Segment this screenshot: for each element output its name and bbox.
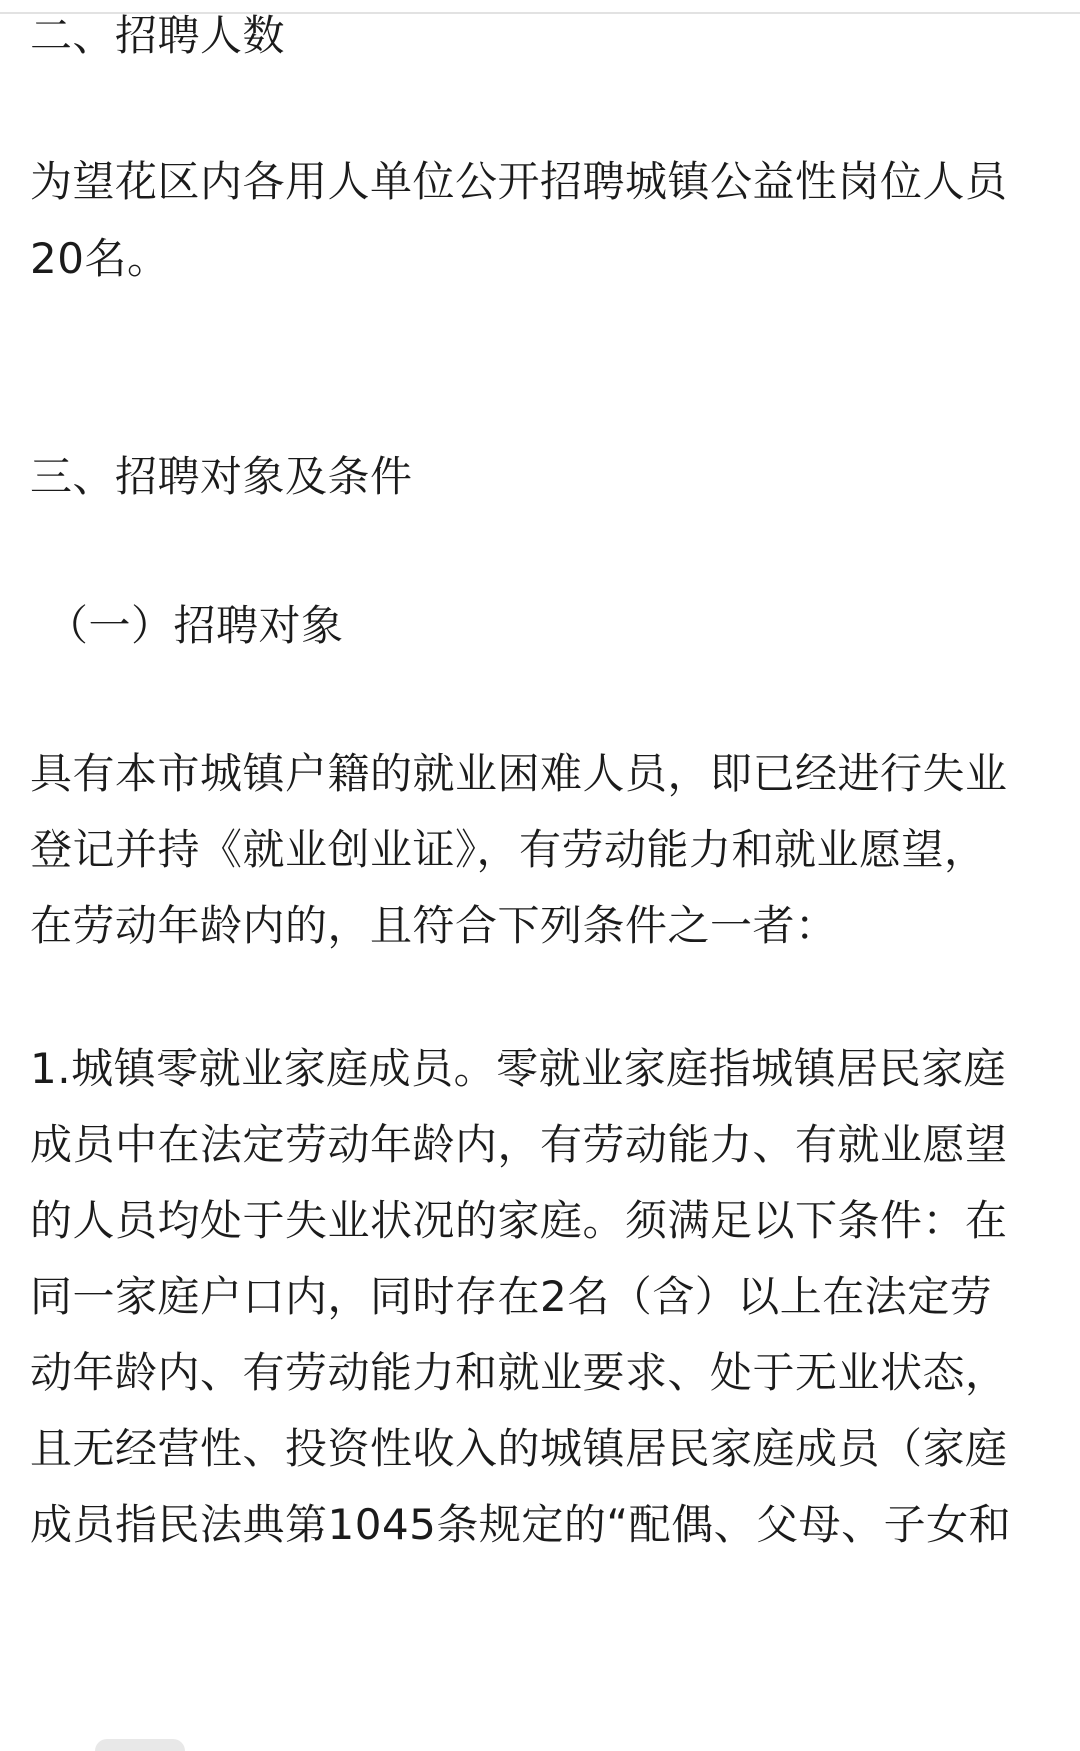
paragraph-line: 为望花区内各用人单位公开招聘城镇公益性岗位人员	[30, 157, 1008, 206]
subsection-heading-targets: （一）招聘对象	[46, 601, 344, 650]
paragraph-line: 且无经营性、投资性收入的城镇居民家庭成员（家庭	[30, 1424, 1008, 1473]
paragraph-line: 成员中在法定劳动年龄内，有劳动能力、有就业愿望	[30, 1120, 1008, 1169]
paragraph-line: 成员指民法典第1045条规定的“配偶、父母、子女和	[30, 1500, 1012, 1549]
paragraph-line: 20名。	[30, 234, 170, 283]
paragraph-line: 具有本市城镇户籍的就业困难人员，即已经进行失业	[30, 749, 1008, 798]
paragraph-line: 的人员均处于失业状况的家庭。须满足以下条件：在	[30, 1196, 1008, 1245]
section-heading-recruitment-count: 二、招聘人数	[30, 11, 286, 60]
paragraph-line: 登记并持《就业创业证》，有劳动能力和就业愿望，	[30, 825, 987, 874]
home-indicator[interactable]	[95, 1739, 185, 1751]
paragraph-line: 动年龄内、有劳动能力和就业要求、处于无业状态，	[30, 1348, 1008, 1397]
paragraph-line: 同一家庭户口内，同时存在2名（含）以上在法定劳	[30, 1272, 993, 1321]
paragraph-line: 在劳动年龄内的，且符合下列条件之一者：	[30, 901, 838, 950]
section-heading-recruitment-targets: 三、招聘对象及条件	[30, 452, 413, 501]
paragraph-line: 1.城镇零就业家庭成员。零就业家庭指城镇居民家庭	[30, 1044, 1007, 1093]
